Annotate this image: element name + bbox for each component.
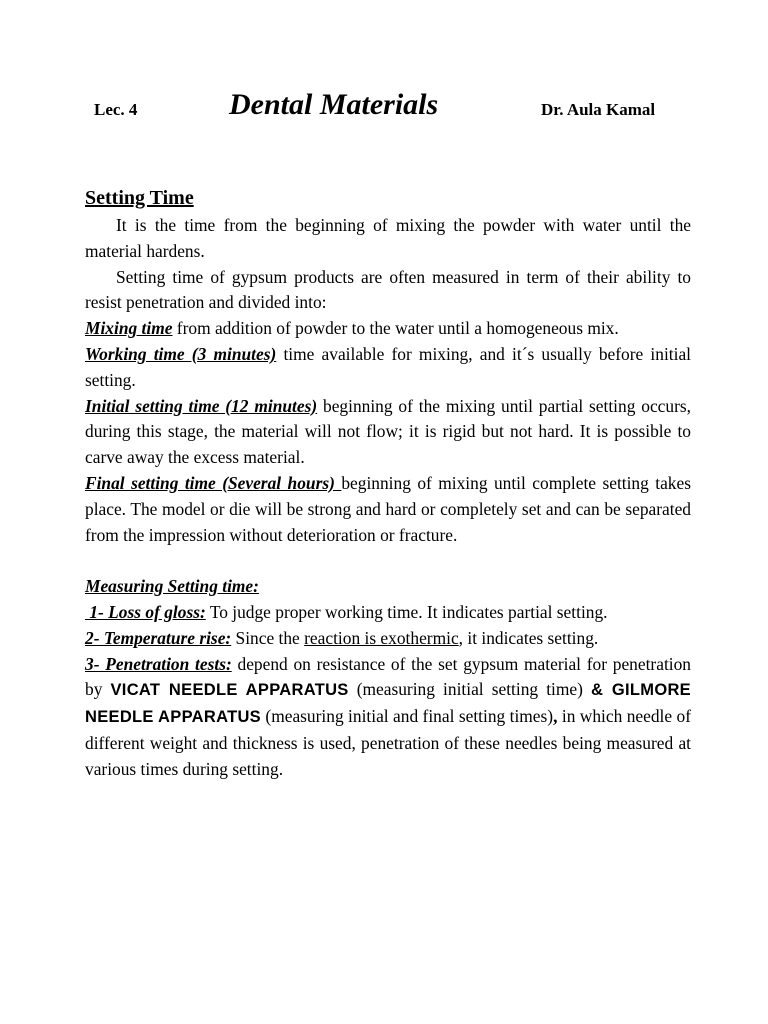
penetration-text-c: (measuring initial and final setting times) bbox=[261, 706, 554, 727]
working-time-label: Working time (3 minutes) bbox=[85, 343, 277, 364]
penetration-tests-paragraph bbox=[85, 652, 691, 783]
paragraph-gap bbox=[85, 548, 691, 574]
penetration-text-a: depend on resistance of the set gypsum material for penetration by bbox=[85, 653, 691, 700]
author-name: Dr. Aula Kamal bbox=[541, 100, 656, 119]
intro-paragraph-2: Setting time of gypsum products are often measured in term of their ability to resist penetration and divided into: bbox=[85, 266, 691, 313]
temperature-rise-pre: Since the bbox=[231, 627, 305, 648]
initial-setting-label: Initial setting time (12 minutes) bbox=[85, 395, 318, 416]
gilmore-apparatus: GILMORE NEEDLE APPARATUS bbox=[85, 681, 691, 727]
working-time-paragraph bbox=[85, 342, 691, 394]
exothermic-underlined: reaction is exothermic bbox=[304, 627, 459, 648]
final-setting-text: beginning of mixing until complete setting takes place. The model or die will be strong and hard or completely set and can be separated from the impression without deterioration or fracture. bbox=[85, 472, 691, 545]
initial-setting-paragraph bbox=[85, 394, 691, 471]
page-header bbox=[0, 86, 768, 130]
final-setting-label: Final setting time (Several hours) bbox=[85, 472, 342, 493]
loss-of-gloss-text: To judge proper working time. It indicates partial setting. bbox=[205, 601, 608, 622]
working-time-text: time available for mixing, and it´s usually before initial setting. bbox=[85, 343, 691, 390]
penetration-text-d: in which needle of different weight and thickness is used, penetration of these needles being measured at various times during setting. bbox=[85, 706, 691, 779]
intro-paragraph-1: It is the time from the beginning of mixing the powder with water until the material hardens. bbox=[85, 215, 691, 261]
bold-comma: , bbox=[553, 706, 558, 727]
initial-setting-text: beginning of the mixing until partial setting occurs, during this stage, the material will not flow; it is rigid but not hard. It is possible to carve away the excess material. bbox=[85, 395, 691, 468]
document-title: Dental Materials bbox=[229, 88, 439, 121]
penetration-text-b: (measuring initial setting time) bbox=[348, 679, 592, 700]
final-setting-paragraph bbox=[85, 471, 691, 548]
document-body bbox=[85, 184, 691, 783]
mixing-time-paragraph bbox=[85, 316, 691, 342]
temperature-rise-label: 2- Temperature rise: bbox=[85, 627, 232, 648]
measuring-heading: Measuring Setting time: bbox=[85, 576, 259, 597]
ampersand: & bbox=[591, 681, 612, 700]
penetration-tests-label: 3- Penetration tests: bbox=[85, 653, 232, 674]
vicat-apparatus: VICAT NEEDLE APPARATUS bbox=[110, 681, 349, 700]
mixing-time-label: Mixing time bbox=[85, 318, 173, 339]
lecture-number: Lec. 4 bbox=[94, 100, 138, 119]
temperature-rise-post: , it indicates setting. bbox=[458, 627, 599, 648]
temperature-rise-paragraph bbox=[85, 626, 691, 652]
measuring-heading-line bbox=[85, 574, 691, 600]
mixing-time-text: from addition of powder to the water until a homogeneous mix. bbox=[172, 318, 619, 339]
section-heading: Setting Time bbox=[85, 187, 194, 209]
loss-of-gloss-paragraph bbox=[85, 600, 691, 626]
loss-of-gloss-label: 1- Loss of gloss: bbox=[85, 601, 206, 622]
